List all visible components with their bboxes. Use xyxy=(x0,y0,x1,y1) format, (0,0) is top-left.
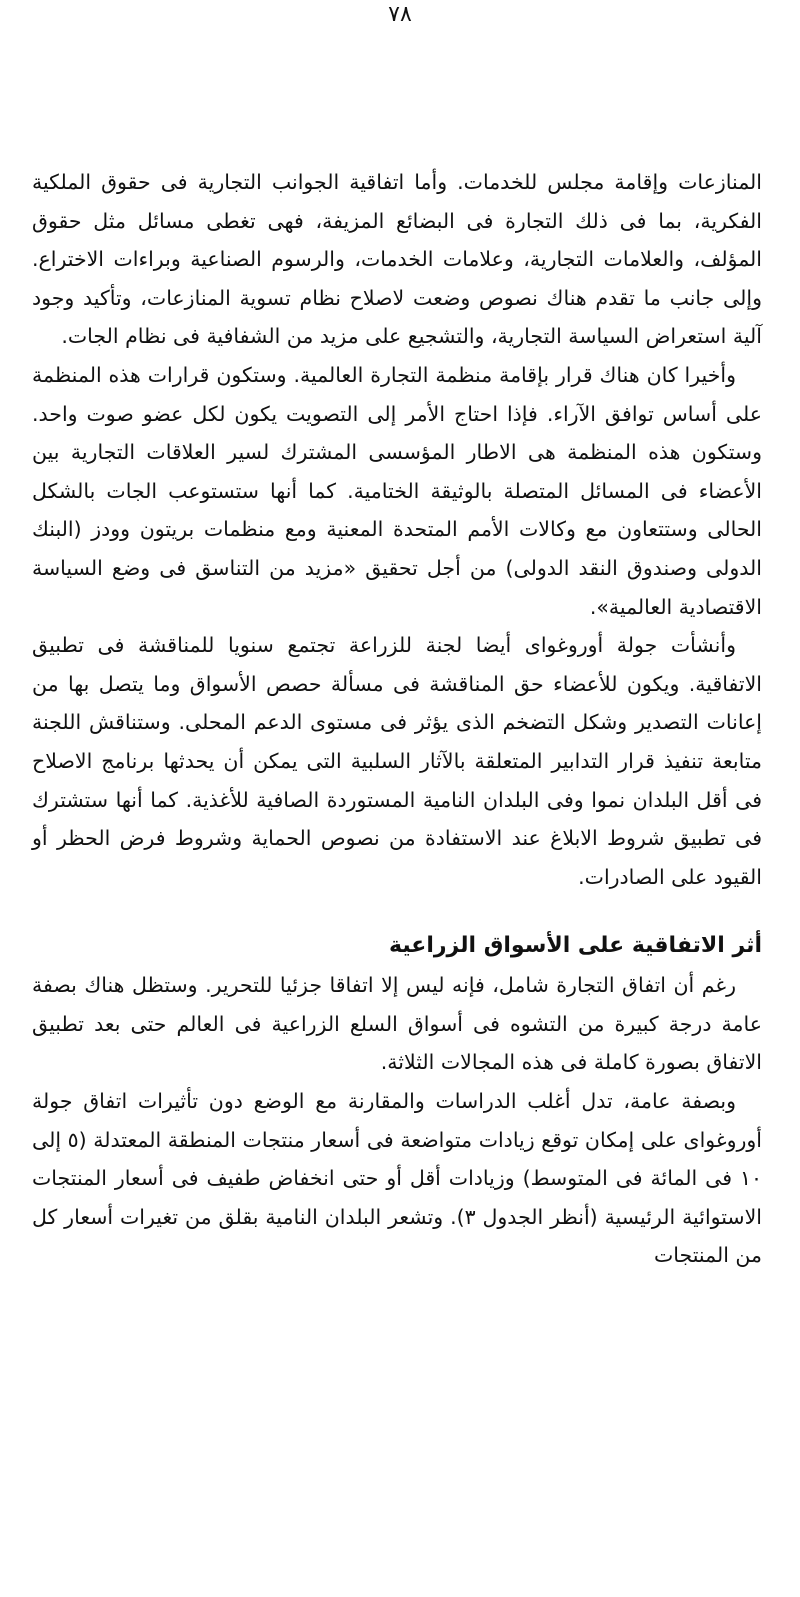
paragraph: المنازعات وإقامة مجلس للخدمات. وأما اتفاقية الجوانب التجارية فى حقوق الملكية الفكرية، بما فى ذلك التجارة فى البضائع المزيفة، فهى تغطى مسائل مثل حقوق المؤلف، والعلامات التجارية، وعلامات الخدمات، والرسوم الصناعية وبراءات الاختراع. وإلى جانب ما تقدم هناك نصوص وضعت لاصلاح نظام تسوية المنازعات، وتأكيد وجود آلية استعراض السياسة التجارية، والتشجيع على مزيد من الشفافية فى نظام الجات. xyxy=(32,170,762,349)
paragraph: رغم أن اتفاق التجارة شامل، فإنه ليس إلا اتفاقا جزئيا للتحرير. وستظل هناك بصفة عامة درجة كبيرة من التشوه فى أسواق السلع الزراعية فى العالم حتى بعد تطبيق الاتفاق بصورة كاملة فى هذه المجالات الثلاثة. xyxy=(32,973,762,1075)
page-number: ٧٨ xyxy=(388,2,412,27)
paragraph: وأخيرا كان هناك قرار بإقامة منظمة التجارة العالمية. وستكون قرارات هذه المنظمة على أساس توافق الآراء. فإذا احتاج الأمر إلى التصويت يكون لكل عضو صوت واحد. وستكون هذه المنظمة هى الاطار المؤسسى المشترك لسير العلاقات التجارية بين الأعضاء فى المسائل المتصلة بالوثيقة الختامية. كما أنها ستستوعب الجات بالشكل الحالى وستتعاون مع وكالات الأمم المتحدة المعنية ومع منظمات بريتون وودز (البنك الدولى وصندوق النقد الدولى) من أجل تحقيق «مزيد من التناسق فى وضع السياسة الاقتصادية العالمية». xyxy=(32,362,762,619)
paragraph: وبصفة عامة، تدل أغلب الدراسات والمقارنة مع الوضع دون تأثيرات اتفاق جولة أوروغواى على إمكان توقع زيادات متواضعة فى أسعار منتجات المنطقة المعتدلة (٥ إلى ١٠ فى المائة فى المتوسط) وزيادات أقل أو حتى انخفاض طفيف فى أسعار المنتجات الاستوائية الرئيسية (أنظر الجدول ٣). وتشعر البلدان النامية بقلق من تغيرات أسعار كل من المنتجات xyxy=(32,1089,762,1268)
paragraph: وأنشأت جولة أوروغواى أيضا لجنة للزراعة تجتمع سنويا للمناقشة فى تطبيق الاتفاقية. ويكون للأعضاء حق المناقشة فى مسألة حصص الأسواق وما يتصل بها من إعانات التصدير وشكل التضخم الذى يؤثر فى مستوى الدعم المحلى. وستناقش اللجنة متابعة تنفيذ قرار التدابير المتعلقة بالآثار السلبية التى يمكن أن يحدثها برنامج الاصلاح فى أقل البلدان نموا وفى البلدان النامية المستوردة الصافية للأغذية. كما أنها ستشترك فى تطبيق شروط الابلاغ عند الاستفادة من نصوص الحماية وشروط فرض الحظر أو القيود على الصادرات. xyxy=(32,633,762,889)
section-heading: أثر الاتفاقية على الأسواق الزراعية xyxy=(388,933,762,959)
body-text xyxy=(32,163,762,1275)
